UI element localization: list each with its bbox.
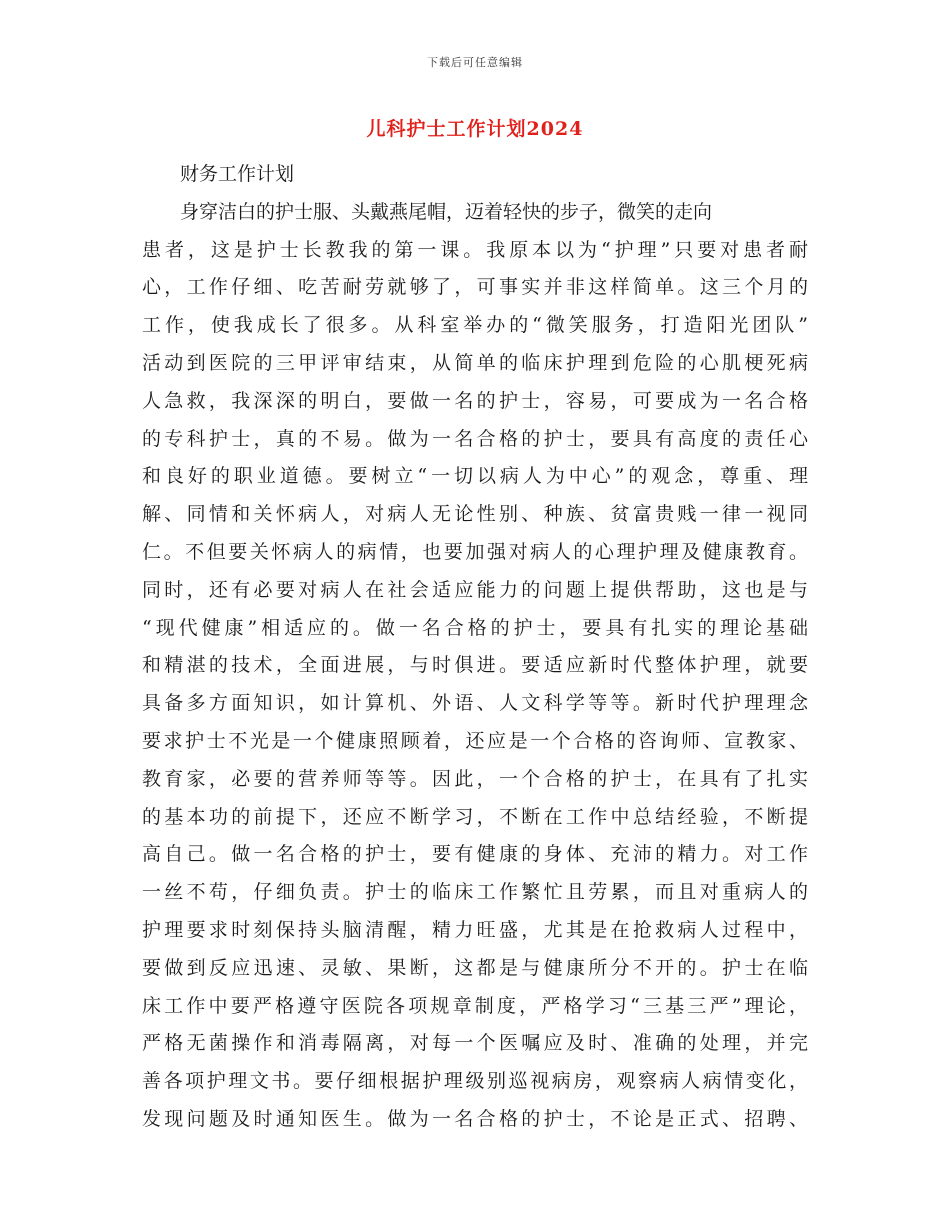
paragraph-line: 同时，还有必要对病人在社会适应能力的问题上提供帮助，这也是与 — [142, 578, 808, 601]
paragraph-line: 发现问题及时通知医生。做为一名合格的护士，不论是正式、招聘、 — [142, 1107, 808, 1130]
paragraph-line: 人急救，我深深的明白，要做一名的护士，容易，可要成为一名合格 — [142, 389, 808, 412]
paragraph-line: 患者，这是护士长教我的第一课。我原本以为“护理”只要对患者耐 — [142, 238, 808, 261]
paragraph-line: 一丝不苟，仔细负责。护士的临床工作繁忙且劳累，而且对重病人的 — [142, 881, 808, 904]
paragraph-line: 床工作中要严格遵守医院各项规章制度，严格学习“三基三严”理论， — [142, 994, 808, 1017]
paragraph-line: 活动到医院的三甲评审结束，从简单的临床护理到危险的心肌梗死病 — [142, 351, 808, 374]
paragraph-line: 高自己。做一名合格的护士，要有健康的身体、充沛的精力。对工作 — [142, 843, 808, 866]
header-note: 下载后可任意编辑 — [427, 56, 523, 69]
paragraph-line: 仁。不但要关怀病人的病情，也要加强对病人的心理护理及健康教育。 — [142, 540, 808, 563]
paragraph-line: 教育家，必要的营养师等等。因此，一个合格的护士，在具有了扎实 — [142, 767, 808, 790]
paragraph-line: 和精湛的技术，全面进展，与时俱进。要适应新时代整体护理，就要 — [142, 654, 808, 677]
paragraph-line: 心，工作仔细、吃苦耐劳就够了，可事实并非这样简单。这三个月的 — [142, 276, 808, 299]
paragraph-line: 护理要求时刻保持头脑清醒，精力旺盛，尤其是在抢救病人过程中， — [142, 918, 808, 941]
paragraph-line: 解、同情和关怀病人，对病人无论性别、种族、贫富贵贱一律一视同 — [142, 503, 808, 526]
paragraph-line: 的基本功的前提下，还应不断学习，不断在工作中总结经验，不断提 — [142, 805, 808, 828]
document-body — [142, 156, 808, 1139]
paragraph-line: 身穿洁白的护士服、头戴燕尾帽，迈着轻快的步子，微笑的走向 — [180, 200, 713, 223]
paragraph-line: “现代健康”相适应的。做一名合格的护士，要具有扎实的理论基础 — [142, 616, 808, 639]
paragraph-line: 善各项护理文书。要仔细根据护理级别巡视病房，观察病人病情变化， — [142, 1070, 808, 1093]
paragraph-line: 工作，使我成长了很多。从科室举办的“微笑服务，打造阳光团队” — [142, 314, 808, 337]
paragraph-line: 要求护士不光是一个健康照顾着，还应是一个合格的咨询师、宣教家、 — [142, 729, 808, 752]
page-title: 儿科护士工作计划2024 — [366, 118, 584, 140]
paragraph-line: 要做到反应迅速、灵敏、果断，这都是与健康所分不开的。护士在临 — [142, 956, 808, 979]
paragraph-line: 和良好的职业道德。要树立“一切以病人为中心”的观念，尊重、理 — [142, 465, 808, 488]
paragraph-line: 的专科护士，真的不易。做为一名合格的护士，要具有高度的责任心 — [142, 427, 808, 450]
subheading: 财务工作计划 — [180, 163, 295, 185]
paragraph-line: 具备多方面知识，如计算机、外语、人文科学等等。新时代护理理念 — [142, 692, 808, 715]
paragraph-line: 严格无菌操作和消毒隔离，对每一个医嘱应及时、准确的处理，并完 — [142, 1032, 808, 1055]
